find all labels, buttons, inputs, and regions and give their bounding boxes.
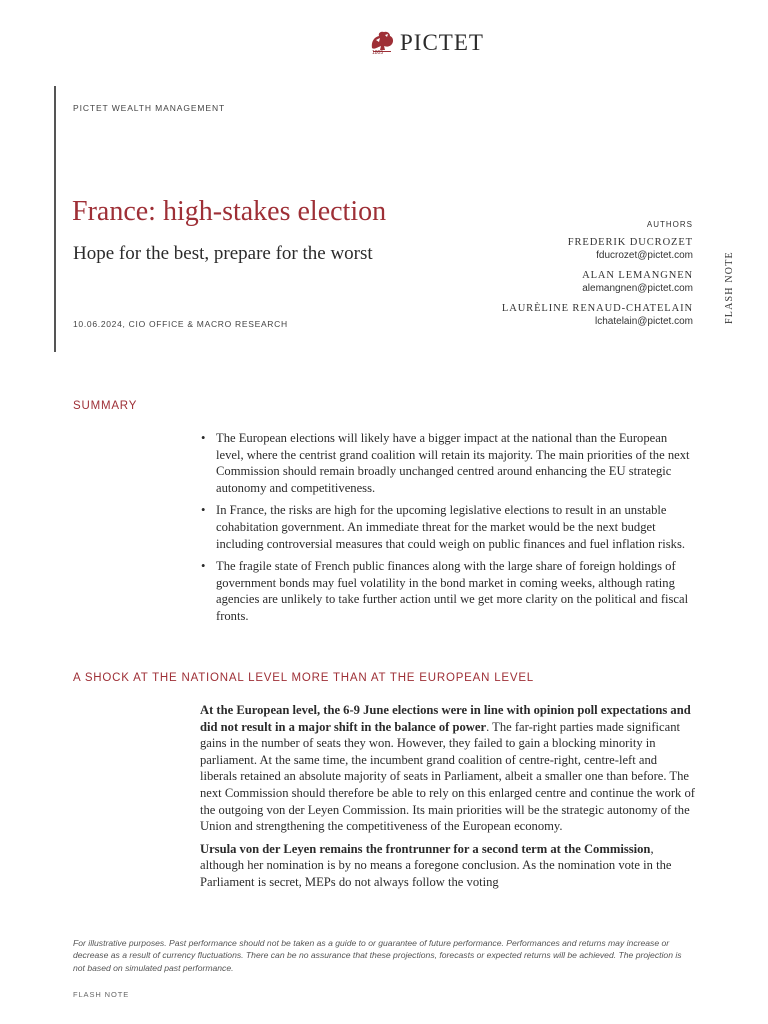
paragraph-text: . The far-right parties made significant gains in the number of seats they won. However, they failed to gain a blocking minority in parliament. At the same time, the incumbent grand coalition of centre-right, centre-left and liberals retained an absolute majority of seats in Parliament, albeit a smaller one than before. The next Commission should therefore be able to rely on this enlarged centre and continue the work of the outgoing von der Leyen Commission. Its main priorities will be the strategic autonomy of the Union and strengthening the competitiveness of the European economy. — [200, 719, 695, 834]
author-name: LAURÈLINE RENAUD-CHATELAIN — [501, 303, 693, 314]
footer-label: FLASH NOTE — [73, 990, 130, 999]
paragraph-lead: At the European level, the 6-9 June elections were in line with opinion poll expectations and did not result in a major shift in the balance of power — [200, 703, 691, 734]
section-heading: A SHOCK AT THE NATIONAL LEVEL MORE THAN AT THE EUROPEAN LEVEL — [73, 672, 535, 684]
page-title: France: high-stakes election — [72, 196, 387, 227]
summary-list — [200, 430, 696, 631]
summary-bullet: • The fragile state of French public finances along with the large share of foreign holdings of government bonds may fuel volatility in the bond market in coming weeks, although rating agencies are unlikely to take further action until we get more clarity on the political and fiscal fronts. — [200, 558, 696, 624]
logo-year: 1805 — [372, 50, 384, 56]
author-email-link[interactable]: fducrozet@pictet.com — [596, 250, 693, 261]
paragraph-text: , although her nomination is by no means a foregone conclusion. As the nomination vote in the Parliament is secret, MEPs do not always follow the voting — [200, 841, 672, 889]
summary-heading: SUMMARY — [73, 400, 138, 412]
header-divider — [54, 86, 56, 352]
publisher-kicker: PICTET WEALTH MANAGEMENT — [73, 103, 226, 113]
page-subtitle: Hope for the best, prepare for the worst — [73, 243, 373, 264]
author-email-link[interactable]: lchatelain@pictet.com — [595, 316, 693, 327]
author-name: ALAN LEMANGNEN — [582, 270, 693, 281]
side-flash-note-label: FLASH NOTE — [724, 251, 735, 324]
summary-bullet: • The European elections will likely have a bigger impact at the national than the European level, where the centrist grand coalition will retain its majority. The main priorities of the next Commission should remain broadly unchanged centred around enhancing the EU strategic autonomy and competitiveness. — [200, 430, 696, 496]
body-paragraph — [200, 702, 696, 835]
summary-bullet: • In France, the risks are high for the upcoming legislative elections to result in an unstable cohabitation government. An immediate threat for the market would be the next budget including controversial measures that could weigh on public finances and fuel inflation risks. — [200, 502, 696, 552]
author-name: FREDERIK DUCROZET — [567, 237, 693, 248]
footer-disclaimer: For illustrative purposes. Past performance should not be taken as a guide to or guarantee of future performance. Performances and returns may increase or decrease as a result of currency fluctuations. There can be no assurance that these projections, forecasts or expected returns will be achieved. The projection is not based on simulated past performance. — [73, 938, 682, 973]
author-email-link[interactable]: alemangnen@pictet.com — [582, 283, 693, 294]
section-body — [200, 702, 696, 906]
logo-wordmark: PICTET — [400, 30, 484, 55]
paragraph-lead: Ursula von der Leyen remains the frontrunner for a second term at the Commission — [200, 841, 651, 856]
dateline: 10.06.2024, CIO OFFICE & MACRO RESEARCH — [73, 319, 288, 329]
body-paragraph — [200, 841, 696, 891]
authors-label: AUTHORS — [646, 220, 693, 229]
authors-block — [502, 220, 693, 335]
